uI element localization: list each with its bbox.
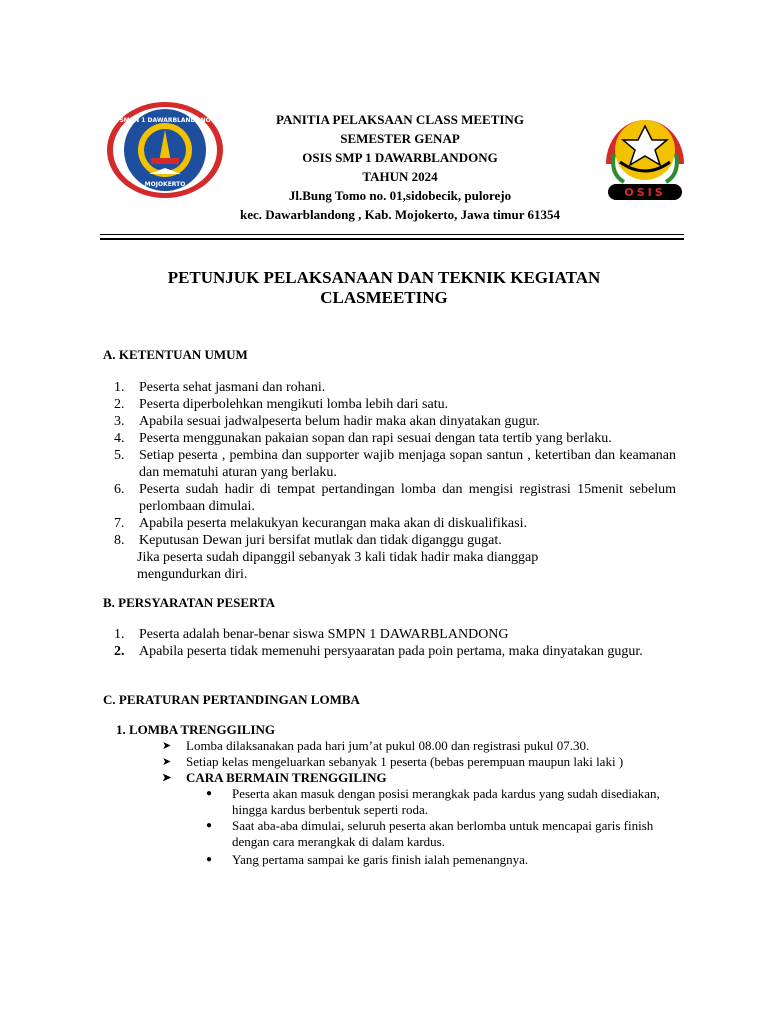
section-c-heading: C. PERATURAN PERTANDINGAN LOMBA — [103, 692, 360, 707]
arrow-bullet-icon: ➤ — [162, 756, 172, 768]
letterhead-line-1: PANITIA PELAKSAAN CLASS MEETING — [276, 112, 524, 127]
letterhead-line-6: kec. Dawarblandong , Kab. Mojokerto, Jawa timur 61354 — [239, 207, 561, 222]
osis-logo — [600, 104, 690, 204]
school-logo-top-text: SMPN 1 DAWARBLANDONG — [119, 117, 211, 124]
letterhead-line-3: OSIS SMP 1 DAWARBLANDONG — [302, 150, 498, 165]
section-a-heading: A. KETENTUAN UMUM — [103, 347, 248, 362]
letterhead — [200, 110, 600, 224]
list-item: 3. Apabila sesuai jadwalpeserta belum hadir maka akan dinyatakan gugur. — [114, 414, 540, 429]
document-title-line-2: CLASMEETING — [320, 288, 448, 307]
list-item: ● Peserta akan masuk dengan posisi merangkak pada kardus yang sudah disediakan, hingga kardus berbentuk seperti roda. — [206, 786, 660, 817]
list-item: 8. Keputusan Dewan juri bersifat mutlak dan tidak diganggu gugat. — [114, 533, 502, 548]
list-item: 7. Apabila peserta melakukyan kecurangan maka akan di diskualifikasi. — [114, 516, 527, 531]
list-item: 1. Peserta adalah benar-benar siswa SMPN 1 DAWARBLANDONG — [114, 627, 509, 642]
letterhead-line-4: TAHUN 2024 — [362, 169, 438, 184]
list-item: 2. Peserta diperbolehkan mengikuti lomba lebih dari satu. — [114, 397, 449, 412]
section-b-heading: B. PERSYARATAN PESERTA — [103, 595, 276, 610]
bullet-icon: ● — [206, 788, 213, 799]
list-item: ● Saat aba-aba dimulai, seluruh peserta akan berlomba untuk mencapai garis finish dengan cara merangkak di dalam kardus. — [206, 818, 654, 849]
list-item: 5. Setiap peserta , pembina dan supporter wajib menjaga sopan santun , ketertiban dan keamanan dan mematuhi aturan yang berlaku. — [114, 448, 676, 480]
section-a-list — [114, 379, 676, 583]
document-title — [120, 268, 648, 308]
list-item: ● Yang pertama sampai ke garis finish ialah pemenangnya. — [206, 852, 529, 867]
list-item: ➤ CARA BERMAIN TRENGGILING — [162, 770, 387, 785]
list-item: 4. Peserta menggunakan pakaian sopan dan rapi sesuai dengan tata tertib yang berlaku. — [114, 431, 612, 446]
header-divider-thin — [100, 234, 684, 235]
bullet-icon: ● — [206, 854, 213, 865]
list-item: ➤ Lomba dilaksanakan pada hari jum’at pukul 08.00 dan registrasi pukul 07.30. — [162, 738, 590, 753]
letterhead-line-2: SEMESTER GENAP — [340, 131, 460, 146]
bullet-icon: ● — [206, 820, 213, 831]
osis-logo-text: OSIS — [624, 186, 666, 199]
cara-bermain-list — [206, 786, 668, 868]
list-item: 6. Peserta sudah hadir di tempat pertandingan lomba dan mengisi registrasi 15menit sebelum perlombaan dimulai. — [114, 482, 676, 514]
lomba-trenggiling-title: 1. LOMBA TRENGGILING — [116, 722, 276, 737]
document-title-line-1: PETUNJUK PELAKSANAAN DAN TEKNIK KEGIATAN — [167, 268, 601, 287]
header-divider-thick — [100, 238, 684, 240]
list-item: ➤ Setiap kelas mengeluarkan sebanyak 1 peserta (bebas perempuan maupun laki laki ) — [162, 754, 624, 769]
list-item: 2. Apabila peserta tidak memenuhi persyaaratan pada poin pertama, maka dinyatakan gugur. — [114, 644, 643, 659]
list-item: 1. Peserta sehat jasmani dan rohani. — [114, 380, 326, 395]
arrow-bullet-icon: ➤ — [162, 772, 172, 784]
letterhead-line-5: Jl.Bung Tomo no. 01,sidobecik, pulorejo — [288, 188, 512, 203]
lomba-trenggiling-details — [162, 738, 682, 786]
section-b-list — [114, 626, 676, 660]
school-logo-bottom-text: MOJOKERTO — [144, 181, 186, 188]
list-continuation: Jika peserta sudah dipanggil sebanyak 3 kali tidak hadir maka dianggap mengundurkan diri. — [137, 550, 539, 582]
arrow-bullet-icon: ➤ — [162, 740, 172, 752]
